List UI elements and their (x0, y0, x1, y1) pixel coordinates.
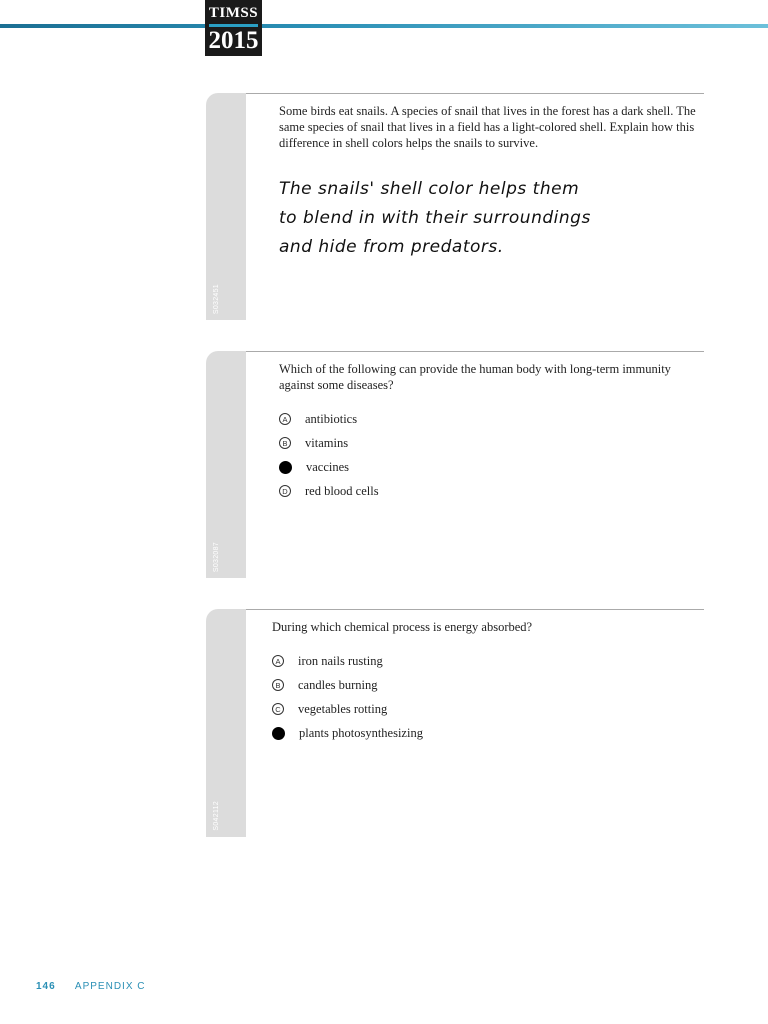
option-bubble[interactable]: D (279, 485, 291, 497)
option-a[interactable] (279, 407, 700, 431)
option-text: antibiotics (305, 411, 358, 426)
option-text: vaccines (306, 459, 350, 474)
option-text: red blood cells (305, 483, 379, 498)
item-code: S032451 (213, 283, 220, 314)
timss-logo (205, 0, 262, 56)
option-text: iron nails rusting (298, 653, 383, 668)
option-c[interactable] (279, 455, 700, 479)
answer-line: and hide from predators. (279, 237, 504, 257)
logo-year: 2015 (208, 27, 259, 54)
option-c[interactable] (272, 697, 700, 721)
page-footer (36, 981, 146, 992)
item-tab (206, 609, 246, 837)
question-text: During which chemical process is energy absorbed? (272, 620, 533, 634)
option-text: vitamins (305, 435, 349, 450)
option-bubble[interactable]: A (279, 413, 291, 425)
item-rule (246, 351, 704, 352)
option-bubble[interactable]: A (272, 655, 284, 667)
item-code: S032087 (213, 541, 220, 572)
item-rule (246, 609, 704, 610)
question-text: Which of the following can provide the human body with long-term immunity against some diseases? (279, 362, 671, 392)
item-s032451 (206, 93, 704, 320)
item-rule (246, 93, 704, 94)
item-content (279, 361, 700, 503)
option-b[interactable] (272, 673, 700, 697)
option-b[interactable] (279, 431, 700, 455)
option-d[interactable] (272, 721, 700, 745)
options-list (272, 649, 700, 745)
item-tab (206, 93, 246, 320)
header-rule (0, 24, 768, 28)
option-text: candles burning (298, 677, 378, 692)
item-code: S042112 (213, 801, 220, 831)
options-list (279, 407, 700, 503)
answer-line: to blend in with their surroundings (279, 208, 591, 228)
option-bubble[interactable]: B (279, 437, 291, 449)
option-bubble-selected[interactable] (279, 461, 292, 474)
handwritten-answer (279, 175, 700, 262)
item-content (279, 103, 700, 262)
item-tab (206, 351, 246, 578)
option-text: vegetables rotting (298, 701, 388, 716)
option-text: plants photosynthesizing (299, 725, 423, 740)
question-text: Some birds eat snails. A species of snail that lives in the forest has a dark shell. The same species of snail that lives in a field has a light-colored shell. Explain how this difference in shell colors helps the snails to survive. (279, 104, 696, 150)
item-content (272, 619, 700, 745)
option-bubble[interactable]: C (272, 703, 284, 715)
option-d[interactable] (279, 479, 700, 503)
answer-line: The snails' shell color helps them (279, 179, 580, 199)
item-s042112 (206, 609, 704, 837)
option-bubble-selected[interactable] (272, 727, 285, 740)
section-label: APPENDIX C (74, 981, 146, 992)
page-number: 146 (36, 981, 56, 992)
logo-title: TIMSS (208, 5, 259, 21)
option-a[interactable] (272, 649, 700, 673)
item-s032087 (206, 351, 704, 578)
option-bubble[interactable]: B (272, 679, 284, 691)
